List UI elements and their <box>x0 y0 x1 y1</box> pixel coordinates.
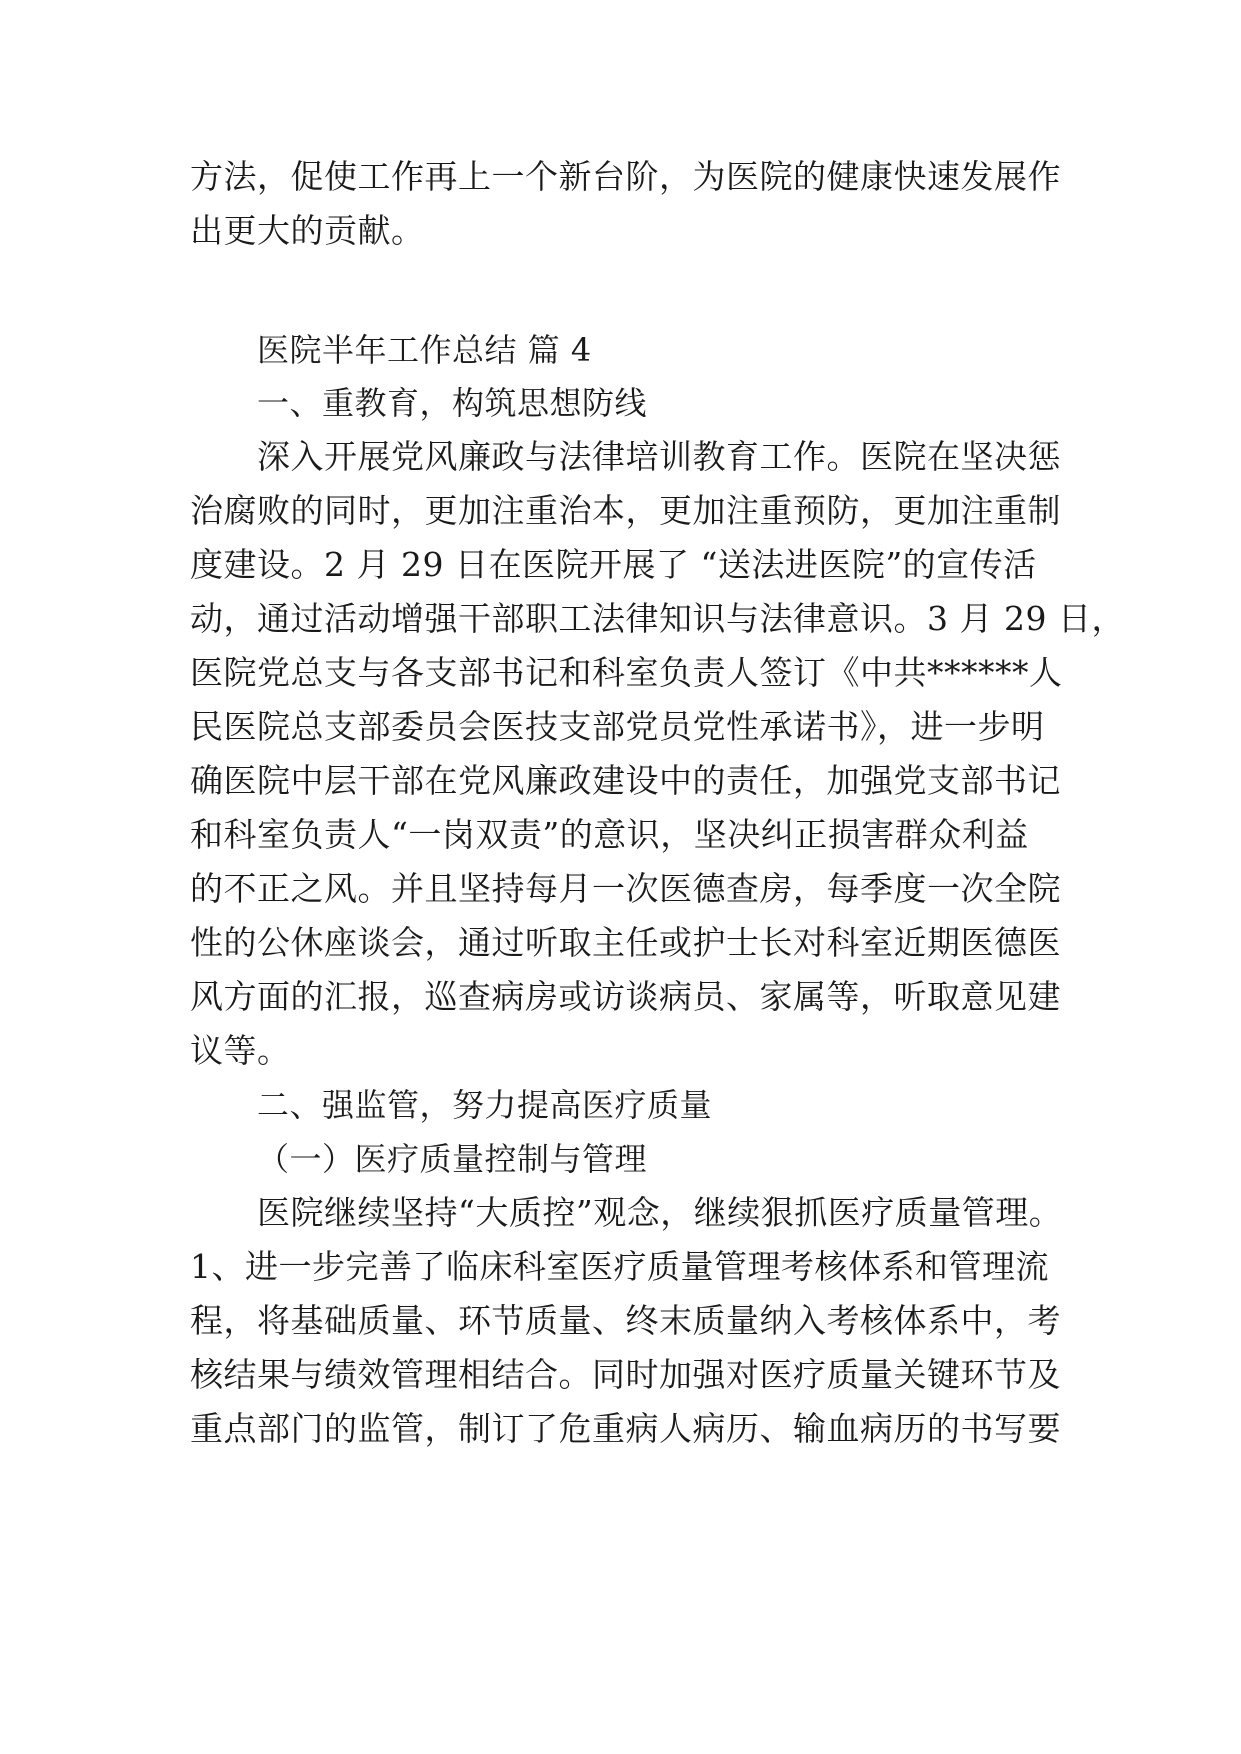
text-line: 度建设。2 月 29 日在医院开展了 “送法进医院”的宣传活 <box>190 545 1037 584</box>
text-line: 议等。 <box>190 1031 291 1070</box>
text-line: 深入开展党风廉政与法律培训教育工作。医院在坚决惩 <box>257 437 1061 476</box>
text-line: 程，将基础质量、环节质量、终末质量纳入考核体系中，考 <box>190 1301 1061 1340</box>
text-line: 医院继续坚持“大质控”观念，继续狠抓医疗质量管理。 <box>257 1193 1063 1232</box>
text-line: 核结果与绩效管理相结合。同时加强对医疗质量关键环节及 <box>190 1355 1061 1394</box>
text-line: 确医院中层干部在党风廉政建设中的责任，加强党支部书记 <box>190 761 1061 800</box>
text-line: 重点部门的监管，制订了危重病人病历、输血病历的书写要 <box>190 1409 1061 1448</box>
text-line: 的不正之风。并且坚持每月一次医德查房，每季度一次全院 <box>190 869 1061 908</box>
text-line: 出更大的贡献。 <box>190 211 425 250</box>
text-line: 风方面的汇报，巡查病房或访谈病员、家属等，听取意见建 <box>190 977 1061 1016</box>
section-title: 医院半年工作总结 篇 4 <box>257 331 592 369</box>
text-line: 动，通过活动增强干部职工法律知识与法律意识。3 月 29 日， <box>190 599 1125 638</box>
text-line: 和科室负责人“一岗双责”的意识，坚决纠正损害群众利益 <box>190 815 1029 854</box>
text-line: 民医院总支部委员会医技支部党员党性承诺书》，进一步明 <box>190 707 1045 746</box>
text-line: 治腐败的同时，更加注重治本，更加注重预防，更加注重制 <box>190 491 1061 530</box>
text-line: 1、进一步完善了临床科室医疗质量管理考核体系和管理流 <box>190 1247 1049 1286</box>
text-line: 性的公休座谈会，通过听取主任或护士长对科室近期医德医 <box>190 923 1061 962</box>
section-heading: 二、强监管，努力提高医疗质量 <box>257 1086 713 1124</box>
text-line: 方法，促使工作再上一个新台阶，为医院的健康快速发展作 <box>190 157 1061 196</box>
text-line: 医院党总支与各支部书记和科室负责人签订《中共******人 <box>190 653 1063 692</box>
section-heading: 一、重教育，构筑思想防线 <box>257 384 648 422</box>
subsection-heading: （一）医疗质量控制与管理 <box>257 1140 648 1178</box>
